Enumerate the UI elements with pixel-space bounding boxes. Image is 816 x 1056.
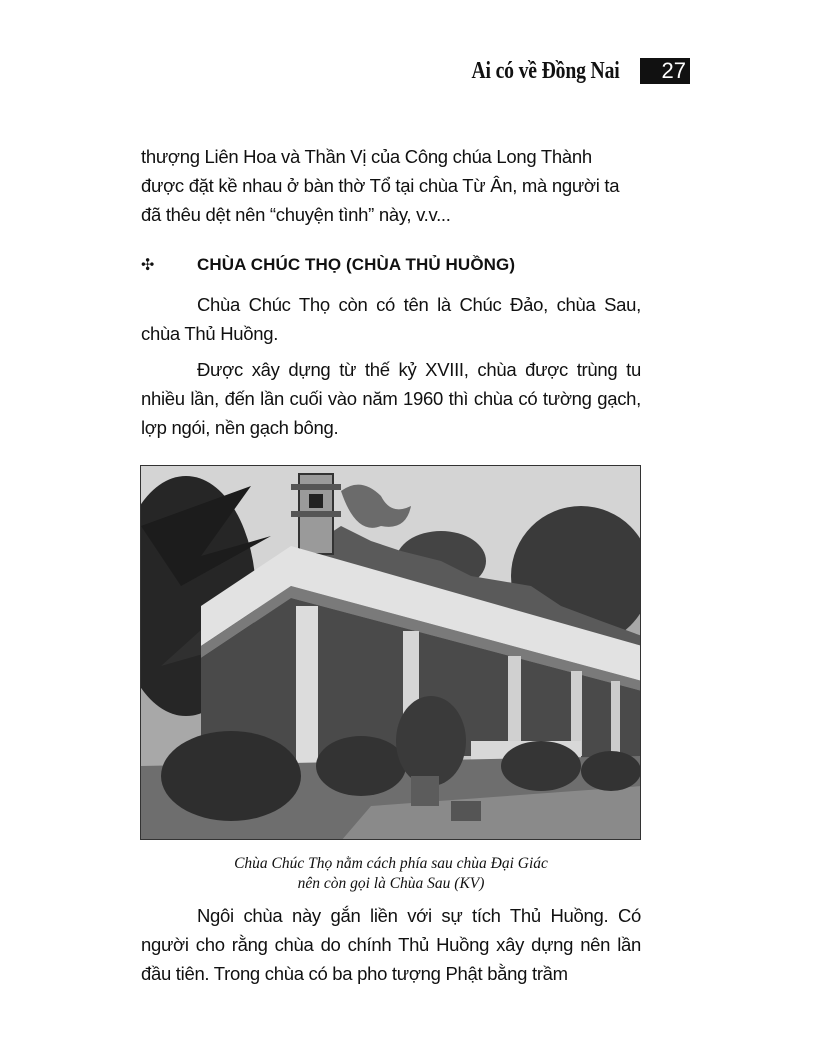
book-title: Ai có về Đồng Nai [471,58,620,84]
photo-caption [141,854,641,894]
caption-line: nên còn gọi là Chùa Sau (KV) [297,875,485,892]
intro-paragraph [141,142,641,229]
caption-line: Chùa Chúc Thọ nằm cách phía sau chùa Đại Giác [234,855,548,872]
closing-text [141,901,641,988]
page-number: 27 [640,58,690,84]
paragraph-alternate-names: Chùa Chúc Thọ còn có tên là Chúc Đảo, chùa Sau, chùa Thủ Huồng. [141,294,641,344]
intro-line: đã thêu dệt nên “chuyện tình” này, v.v... [141,204,451,225]
intro-line: thượng Liên Hoa và Thần Vị của Công chúa Long Thành [141,146,592,167]
intro-line: được đặt kề nhau ở bàn thờ Tổ tại chùa Từ Ân, mà người ta [141,175,620,196]
section-heading-text: CHÙA CHÚC THỌ (CHÙA THỦ HUỒNG) [197,255,516,274]
temple-photo [140,465,641,840]
section-heading [141,253,641,278]
body-text [141,290,641,442]
paragraph-history: Được xây dựng từ thế kỷ XVIII, chùa được trùng tu nhiều lần, đến lần cuối vào năm 1960 thì chùa có tường gạch, lợp ngói, nền gạch bông. [141,359,641,438]
ornament-bullet-icon: ✣ [141,257,155,274]
paragraph-thu-huong-legend: Ngôi chùa này gắn liền với sự tích Thủ Huồng. Có người cho rằng chùa do chính Thủ Huồng xây dựng nên lần đầu tiên. Trong chùa có ba pho tượng Phật bằng trầm [141,905,641,984]
